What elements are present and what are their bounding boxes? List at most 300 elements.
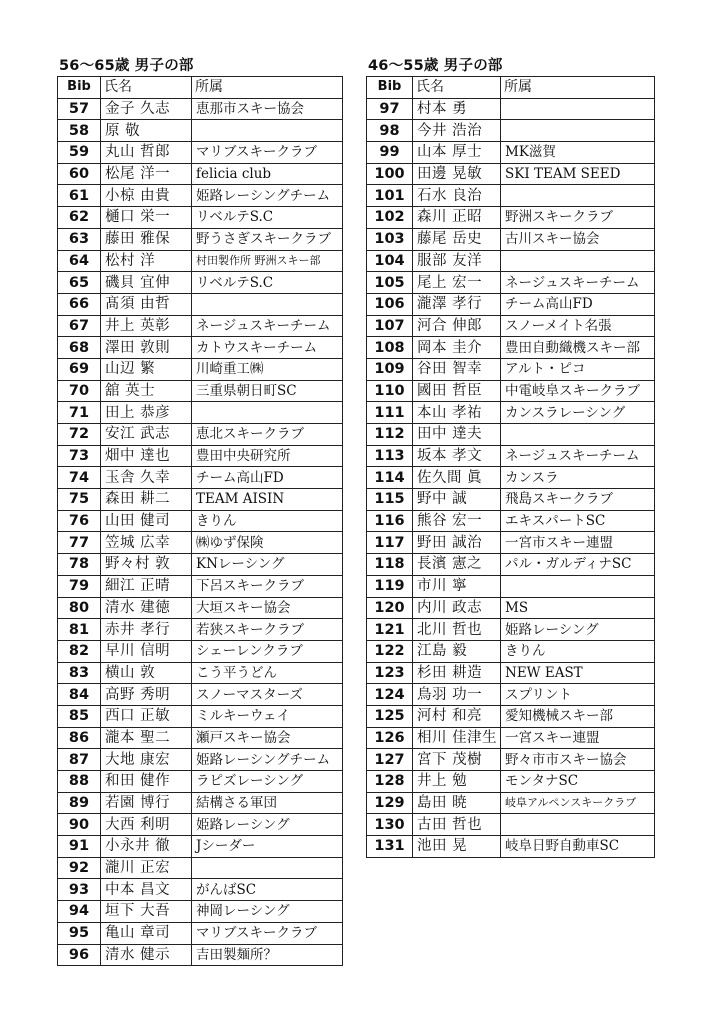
name-cell: 澤田 敦則	[101, 337, 192, 359]
affiliation-cell	[501, 98, 655, 120]
name-cell: 田邊 晃敏	[413, 163, 501, 185]
table-row	[58, 489, 343, 511]
affiliation-cell: 姫路レーシング	[501, 619, 655, 641]
bib-cell: 85	[58, 705, 101, 727]
bib-cell: 99	[367, 142, 413, 164]
bib-cell: 76	[58, 510, 101, 532]
name-cell: 笠城 広幸	[101, 532, 192, 554]
table-row	[58, 120, 343, 142]
bib-cell: 109	[367, 358, 413, 380]
bib-cell: 93	[58, 879, 101, 901]
table-row	[58, 185, 343, 207]
table-row	[58, 597, 343, 619]
bib-cell: 112	[367, 424, 413, 446]
table-row	[58, 272, 343, 294]
name-cell: 舘 英士	[101, 380, 192, 402]
bib-cell: 98	[367, 120, 413, 142]
table-row	[58, 402, 343, 424]
bib-cell: 75	[58, 489, 101, 511]
bib-cell: 77	[58, 532, 101, 554]
bib-cell: 61	[58, 185, 101, 207]
table-row	[58, 727, 343, 749]
section-46-55	[366, 56, 655, 858]
affiliation-cell: ネージュスキーチーム	[501, 445, 655, 467]
bib-cell: 107	[367, 315, 413, 337]
affiliation-cell: ㈱ゆず保険	[192, 532, 343, 554]
name-cell: 若園 博行	[101, 792, 192, 814]
affiliation-cell: felicia club	[192, 163, 343, 185]
name-cell: 山辺 繁	[101, 358, 192, 380]
table-row	[58, 315, 343, 337]
affiliation-cell: アルト・ピコ	[501, 358, 655, 380]
name-cell: 市川 寧	[413, 575, 501, 597]
affiliation-cell: マリブスキークラブ	[192, 142, 343, 164]
table-header-row	[58, 77, 343, 99]
bib-cell: 95	[58, 922, 101, 944]
table-row	[367, 98, 655, 120]
bib-cell: 105	[367, 272, 413, 294]
table-row	[367, 749, 655, 771]
table-row	[58, 857, 343, 879]
affiliation-cell: ミルキーウェイ	[192, 705, 343, 727]
bib-cell: 120	[367, 597, 413, 619]
name-cell: 瀧本 聖二	[101, 727, 192, 749]
bib-cell: 87	[58, 749, 101, 771]
name-cell: 安江 武志	[101, 424, 192, 446]
bib-cell: 102	[367, 207, 413, 229]
affiliation-cell: カトウスキーチーム	[192, 337, 343, 359]
name-cell: 松尾 洋一	[101, 163, 192, 185]
table-row	[58, 792, 343, 814]
affiliation-cell: 下呂スキークラブ	[192, 575, 343, 597]
table-row	[58, 944, 343, 966]
name-cell: 西口 正敏	[101, 705, 192, 727]
table-row	[367, 640, 655, 662]
bib-cell: 62	[58, 207, 101, 229]
affiliation-cell: カンスラレーシング	[501, 402, 655, 424]
name-cell: 石水 良治	[413, 185, 501, 207]
bib-cell: 78	[58, 554, 101, 576]
table-row	[367, 337, 655, 359]
table-row	[367, 467, 655, 489]
affiliation-cell	[192, 402, 343, 424]
bib-cell: 68	[58, 337, 101, 359]
bib-cell: 92	[58, 857, 101, 879]
name-cell: 内川 政志	[413, 597, 501, 619]
affiliation-cell: がんばSC	[192, 879, 343, 901]
bib-cell: 74	[58, 467, 101, 489]
name-cell: 藤尾 岳史	[413, 228, 501, 250]
table-row	[58, 749, 343, 771]
name-cell: 井上 英彰	[101, 315, 192, 337]
name-cell: 國田 哲臣	[413, 380, 501, 402]
name-cell: 原 敬	[101, 120, 192, 142]
bib-cell: 89	[58, 792, 101, 814]
table-row	[58, 445, 343, 467]
bib-cell: 57	[58, 98, 101, 120]
name-cell: 村本 勇	[413, 98, 501, 120]
table-row	[367, 554, 655, 576]
affiliation-cell: 恵北スキークラブ	[192, 424, 343, 446]
bib-cell: 117	[367, 532, 413, 554]
name-cell: 北川 哲也	[413, 619, 501, 641]
name-cell: 赤井 孝行	[101, 619, 192, 641]
name-cell: 細江 正晴	[101, 575, 192, 597]
table-row	[367, 315, 655, 337]
bib-cell: 125	[367, 705, 413, 727]
bib-cell: 113	[367, 445, 413, 467]
affiliation-cell: 古川スキー協会	[501, 228, 655, 250]
affiliation-cell	[501, 814, 655, 836]
bib-cell: 111	[367, 402, 413, 424]
bib-cell: 130	[367, 814, 413, 836]
affiliation-cell: きりん	[192, 510, 343, 532]
table-body	[367, 98, 655, 857]
name-cell: 横山 敦	[101, 662, 192, 684]
table-body	[58, 98, 343, 966]
table-row	[367, 163, 655, 185]
table-row	[58, 836, 343, 858]
affiliation-cell: 豊田自動織機スキー部	[501, 337, 655, 359]
table-row	[58, 619, 343, 641]
affiliation-cell: スプリント	[501, 684, 655, 706]
bib-cell: 72	[58, 424, 101, 446]
affiliation-cell: 岐阜日野自動車SC	[501, 836, 655, 858]
table-row	[58, 922, 343, 944]
table-row	[367, 402, 655, 424]
table-row	[367, 619, 655, 641]
name-cell: 清水 建徳	[101, 597, 192, 619]
bib-cell: 128	[367, 771, 413, 793]
affiliation-cell: マリブスキークラブ	[192, 922, 343, 944]
name-cell: 瀧澤 孝行	[413, 293, 501, 315]
table-row	[58, 228, 343, 250]
bib-cell: 70	[58, 380, 101, 402]
header-bib: Bib	[58, 77, 101, 99]
table-row	[367, 120, 655, 142]
affiliation-cell: モンタナSC	[501, 771, 655, 793]
section-title: 46～55歳 男子の部	[368, 58, 503, 74]
affiliation-cell: NEW EAST	[501, 662, 655, 684]
table-row	[58, 467, 343, 489]
bib-cell: 73	[58, 445, 101, 467]
affiliation-cell: 一宮スキー連盟	[501, 727, 655, 749]
table-row	[58, 662, 343, 684]
bib-cell: 96	[58, 944, 101, 966]
affiliation-cell: 大垣スキー協会	[192, 597, 343, 619]
affiliation-cell	[192, 120, 343, 142]
name-cell: 松村 洋	[101, 250, 192, 272]
table-row	[367, 771, 655, 793]
bib-cell: 108	[367, 337, 413, 359]
affiliation-cell: 瀬戸スキー協会	[192, 727, 343, 749]
name-cell: 田中 達夫	[413, 424, 501, 446]
affiliation-cell: MS	[501, 597, 655, 619]
table-row	[58, 575, 343, 597]
affiliation-cell: 飛島スキークラブ	[501, 489, 655, 511]
table-row	[58, 358, 343, 380]
table-row	[58, 684, 343, 706]
bib-cell: 59	[58, 142, 101, 164]
affiliation-cell: 若狭スキークラブ	[192, 619, 343, 641]
bib-cell: 79	[58, 575, 101, 597]
bib-cell: 97	[367, 98, 413, 120]
affiliation-cell: ネージュスキーチーム	[501, 272, 655, 294]
name-cell: 玉舎 久幸	[101, 467, 192, 489]
bib-cell: 123	[367, 662, 413, 684]
affiliation-cell: カンスラ	[501, 467, 655, 489]
bib-cell: 86	[58, 727, 101, 749]
bib-cell: 118	[367, 554, 413, 576]
affiliation-cell: リベルテS.C	[192, 272, 343, 294]
name-cell: 坂本 孝文	[413, 445, 501, 467]
name-cell: 相川 佳津生	[413, 727, 501, 749]
affiliation-cell: KNレーシング	[192, 554, 343, 576]
name-cell: 小永井 徹	[101, 836, 192, 858]
table-row	[367, 792, 655, 814]
table-row	[367, 597, 655, 619]
name-cell: 池田 晃	[413, 836, 501, 858]
header-affiliation: 所属	[192, 77, 343, 99]
name-cell: 野田 誠治	[413, 532, 501, 554]
name-cell: 高野 秀明	[101, 684, 192, 706]
affiliation-cell: 野々市市スキー協会	[501, 749, 655, 771]
affiliation-cell	[192, 293, 343, 315]
table-row	[58, 380, 343, 402]
bib-cell: 101	[367, 185, 413, 207]
affiliation-cell: こう平うどん	[192, 662, 343, 684]
table-row	[367, 228, 655, 250]
table-row	[367, 358, 655, 380]
affiliation-cell: MK滋賀	[501, 142, 655, 164]
name-cell: 服部 友洋	[413, 250, 501, 272]
table-row	[367, 250, 655, 272]
name-cell: 今井 浩治	[413, 120, 501, 142]
header-name: 氏名	[101, 77, 192, 99]
section-56-65	[57, 56, 343, 966]
bib-cell: 60	[58, 163, 101, 185]
affiliation-cell: 野うさぎスキークラブ	[192, 228, 343, 250]
table-row	[58, 207, 343, 229]
bib-cell: 106	[367, 293, 413, 315]
name-cell: 河村 和亮	[413, 705, 501, 727]
name-cell: 森田 耕二	[101, 489, 192, 511]
table-row	[58, 554, 343, 576]
affiliation-cell: 愛知機械スキー部	[501, 705, 655, 727]
table-row	[58, 293, 343, 315]
table-row	[367, 445, 655, 467]
name-cell: 樋口 栄一	[101, 207, 192, 229]
affiliation-cell: エキスパートSC	[501, 510, 655, 532]
bib-cell: 121	[367, 619, 413, 641]
affiliation-cell	[501, 424, 655, 446]
affiliation-cell: SKI TEAM SEED	[501, 163, 655, 185]
name-cell: 大地 康宏	[101, 749, 192, 771]
table-row	[367, 380, 655, 402]
table-row	[58, 424, 343, 446]
name-cell: 金子 久志	[101, 98, 192, 120]
name-cell: 本山 孝祐	[413, 402, 501, 424]
table-row	[58, 163, 343, 185]
affiliation-cell: 吉田製麺所？	[192, 944, 343, 966]
name-cell: 磯貝 宜伸	[101, 272, 192, 294]
bib-cell: 82	[58, 640, 101, 662]
table-row	[367, 207, 655, 229]
name-cell: 亀山 章司	[101, 922, 192, 944]
table-row	[58, 532, 343, 554]
header-affiliation: 所属	[501, 77, 655, 99]
bib-cell: 71	[58, 402, 101, 424]
affiliation-cell: 村田製作所 野洲スキー部	[192, 250, 343, 272]
name-cell: 丸山 哲郎	[101, 142, 192, 164]
bib-cell: 58	[58, 120, 101, 142]
bib-cell: 104	[367, 250, 413, 272]
name-cell: 宮下 茂樹	[413, 749, 501, 771]
header-name: 氏名	[413, 77, 501, 99]
name-cell: 鳥羽 功一	[413, 684, 501, 706]
affiliation-cell: 一宮市スキー連盟	[501, 532, 655, 554]
bib-cell: 94	[58, 901, 101, 923]
affiliation-cell: 豊田中央研究所	[192, 445, 343, 467]
bib-cell: 110	[367, 380, 413, 402]
affiliation-cell: TEAM AISIN	[192, 489, 343, 511]
table-row	[367, 705, 655, 727]
name-cell: 熊谷 宏一	[413, 510, 501, 532]
affiliation-cell: 姫路レーシングチーム	[192, 185, 343, 207]
table-row	[58, 901, 343, 923]
affiliation-cell: 姫路レーシングチーム	[192, 749, 343, 771]
affiliation-cell: 神岡レーシング	[192, 901, 343, 923]
name-cell: 古田 哲也	[413, 814, 501, 836]
name-cell: 佐久間 眞	[413, 467, 501, 489]
affiliation-cell: 三重県朝日町SC	[192, 380, 343, 402]
affiliation-cell	[501, 120, 655, 142]
table-row	[367, 293, 655, 315]
name-cell: 森川 正昭	[413, 207, 501, 229]
bib-cell: 127	[367, 749, 413, 771]
name-cell: 山田 健司	[101, 510, 192, 532]
bib-cell: 64	[58, 250, 101, 272]
name-cell: 清水 健示	[101, 944, 192, 966]
table-row	[58, 337, 343, 359]
affiliation-cell: スノーマスターズ	[192, 684, 343, 706]
bib-cell: 122	[367, 640, 413, 662]
entry-table	[366, 76, 655, 858]
table-row	[58, 142, 343, 164]
bib-cell: 91	[58, 836, 101, 858]
table-row	[367, 575, 655, 597]
name-cell: 谷田 智幸	[413, 358, 501, 380]
name-cell: 野中 誠	[413, 489, 501, 511]
name-cell: 長濱 憲之	[413, 554, 501, 576]
name-cell: 野々村 敦	[101, 554, 192, 576]
name-cell: 大西 利明	[101, 814, 192, 836]
affiliation-cell: 岐阜アルペンスキークラブ	[501, 792, 655, 814]
affiliation-cell	[192, 857, 343, 879]
table-row	[367, 532, 655, 554]
table-row	[58, 98, 343, 120]
bib-cell: 115	[367, 489, 413, 511]
bib-cell: 84	[58, 684, 101, 706]
bib-cell: 88	[58, 771, 101, 793]
name-cell: 和田 健作	[101, 771, 192, 793]
affiliation-cell: 姫路レーシング	[192, 814, 343, 836]
name-cell: 井上 勉	[413, 771, 501, 793]
table-row	[367, 510, 655, 532]
name-cell: 山本 厚士	[413, 142, 501, 164]
name-cell: 杉田 耕造	[413, 662, 501, 684]
bib-cell: 129	[367, 792, 413, 814]
affiliation-cell: 川崎重工㈱	[192, 358, 343, 380]
bib-cell: 116	[367, 510, 413, 532]
affiliation-cell: 恵那市スキー協会	[192, 98, 343, 120]
affiliation-cell: ネージュスキーチーム	[192, 315, 343, 337]
affiliation-cell: 結構さる軍団	[192, 792, 343, 814]
header-bib: Bib	[367, 77, 413, 99]
name-cell: 島田 暁	[413, 792, 501, 814]
bib-cell: 126	[367, 727, 413, 749]
affiliation-cell	[501, 250, 655, 272]
bib-cell: 131	[367, 836, 413, 858]
table-row	[367, 489, 655, 511]
table-row	[58, 250, 343, 272]
affiliation-cell: きりん	[501, 640, 655, 662]
name-cell: 髙須 由哲	[101, 293, 192, 315]
entry-table	[57, 76, 343, 966]
bib-cell: 67	[58, 315, 101, 337]
bib-cell: 83	[58, 662, 101, 684]
table-row	[58, 640, 343, 662]
bib-cell: 80	[58, 597, 101, 619]
bib-cell: 100	[367, 163, 413, 185]
table-row	[367, 142, 655, 164]
affiliation-cell: パル・ガルディナSC	[501, 554, 655, 576]
name-cell: 小椋 由貴	[101, 185, 192, 207]
affiliation-cell: リベルテS.C	[192, 207, 343, 229]
name-cell: 瀧川 正宏	[101, 857, 192, 879]
affiliation-cell: 野洲スキークラブ	[501, 207, 655, 229]
affiliation-cell: シェーレンクラブ	[192, 640, 343, 662]
section-title: 56～65歳 男子の部	[59, 58, 194, 74]
name-cell: 垣下 大吾	[101, 901, 192, 923]
bib-cell: 90	[58, 814, 101, 836]
table-row	[58, 814, 343, 836]
table-row	[367, 727, 655, 749]
table-header-row	[367, 77, 655, 99]
bib-cell: 103	[367, 228, 413, 250]
table-row	[367, 684, 655, 706]
affiliation-cell	[501, 575, 655, 597]
bib-cell: 114	[367, 467, 413, 489]
bib-cell: 69	[58, 358, 101, 380]
bib-cell: 65	[58, 272, 101, 294]
table-row	[367, 424, 655, 446]
name-cell: 岡本 圭介	[413, 337, 501, 359]
bib-cell: 66	[58, 293, 101, 315]
bib-cell: 124	[367, 684, 413, 706]
affiliation-cell: スノーメイト名張	[501, 315, 655, 337]
affiliation-cell: チーム高山FD	[192, 467, 343, 489]
name-cell: 藤田 雅保	[101, 228, 192, 250]
affiliation-cell	[501, 185, 655, 207]
affiliation-cell: 中電岐阜スキークラブ	[501, 380, 655, 402]
table-row	[367, 185, 655, 207]
table-row	[367, 272, 655, 294]
name-cell: 畑中 達也	[101, 445, 192, 467]
table-row	[367, 662, 655, 684]
affiliation-cell: Jシーダー	[192, 836, 343, 858]
table-row	[367, 836, 655, 858]
